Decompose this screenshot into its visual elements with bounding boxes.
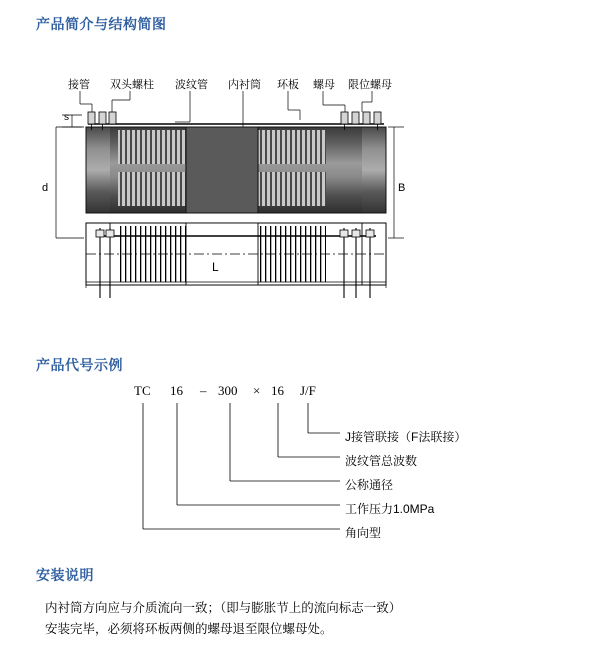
- code-note-2: 公称通径: [345, 478, 394, 492]
- code-note-4: 角向型: [345, 526, 382, 540]
- code-token-3: 300: [218, 383, 238, 398]
- diagram-svg: [0, 60, 600, 300]
- callout-label-4: 环板: [277, 79, 299, 91]
- callout-label-2: 波纹管: [175, 79, 208, 91]
- callout-label-5: 螺母: [313, 79, 335, 91]
- code-note-3: 工作压力1.0MPa: [345, 502, 435, 516]
- structure-diagram: [0, 60, 600, 300]
- callout-label-0: 接管: [68, 79, 90, 91]
- dimension-label-B: B: [398, 182, 406, 194]
- code-note-0: J接管联接（F法联接）: [345, 430, 467, 444]
- install-line-1: 安装完毕，必须将环板两侧的螺母退至限位螺母处。: [45, 622, 333, 636]
- dimension-label-L: L: [212, 260, 219, 274]
- callout-label-3: 内衬筒: [228, 79, 261, 91]
- code-token-1: 16: [170, 383, 183, 398]
- code-token-4: ×: [253, 383, 261, 398]
- section-title-install: 安装说明: [36, 567, 94, 583]
- dimension-label-d: d: [42, 182, 49, 194]
- product-code-example: [0, 375, 600, 540]
- code-token-0: TC: [134, 383, 151, 398]
- install-line-0: 内衬筒方向应与介质流向一致；（即与膨胀节上的流向标志一致）: [45, 601, 402, 615]
- callout-label-6: 限位螺母: [348, 79, 392, 91]
- code-token-2: –: [200, 383, 207, 398]
- code-token-5: 16: [271, 383, 284, 398]
- section-title-intro: 产品简介与结构简图: [36, 16, 167, 32]
- code-note-1: 波纹管总波数: [345, 454, 418, 468]
- code-leader-lines: [0, 375, 600, 540]
- callout-label-1: 双头螺柱: [110, 79, 154, 91]
- install-instructions: [45, 598, 565, 640]
- section-title-code: 产品代号示例: [36, 357, 123, 373]
- dimension-label-s: s: [64, 112, 69, 123]
- code-token-6: J/F: [300, 383, 316, 398]
